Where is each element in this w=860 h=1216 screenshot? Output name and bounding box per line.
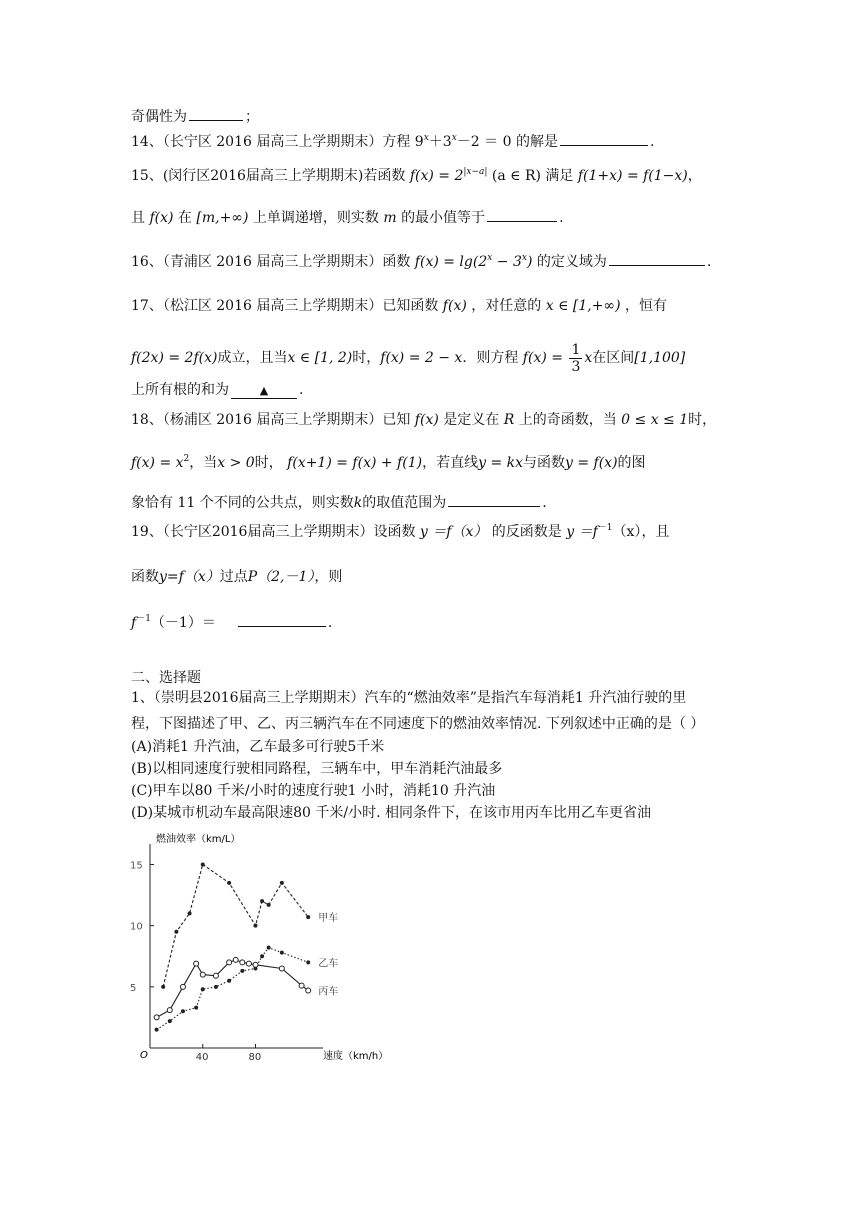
data-point (240, 969, 244, 973)
data-point (306, 915, 310, 919)
data-point (233, 957, 238, 962)
data-point (161, 985, 165, 989)
question-14: 14、（长宁区 2016 届高三上学期期末）方程 $9^x+3^x-2 = 0$ 的解是 . (131, 133, 655, 150)
data-point (167, 1008, 172, 1013)
question-18: 18、（杨浦区 2016 届高三上学期期末）已知 f(x) 是定义在 R 上的奇函数，当 0 ≤ x ≤ 1时， (131, 412, 717, 428)
data-point (213, 973, 218, 978)
data-point (194, 961, 199, 966)
data-point (267, 903, 271, 907)
series-label: 丙车 (318, 986, 339, 998)
data-point (306, 988, 311, 993)
question-19-cont: 函数y=f（x）过点P（2,－1），则 (131, 569, 343, 585)
data-point (227, 960, 232, 965)
x-axis-label: 速度（km/h） (323, 1051, 389, 1062)
question-19: 19、（长宁区2016届高三上学期期末）设函数 y ＝f（x） 的反函数是 $y =f^{-1}(x)$，且 (131, 523, 670, 540)
x-tick-label: 80 (248, 1052, 262, 1063)
data-point (267, 946, 271, 950)
data-point (181, 1009, 185, 1013)
answer-blank (487, 207, 557, 222)
question-17: 17、（松江区 2016 届高三上学期期末）已知函数 f(x) ，对任意的 x ∈ [1,+∞) ，恒有 (131, 298, 668, 314)
data-point (306, 960, 310, 964)
data-point (174, 930, 178, 934)
data-point (227, 979, 231, 983)
origin-label: O (140, 1050, 148, 1061)
x-tick-label: 40 (195, 1052, 209, 1063)
data-point (253, 962, 258, 967)
y-tick-label: 5 (130, 982, 137, 994)
option-c: (C)甲车以80 千米/小时的速度行驶1 小时，消耗10 升汽油 (131, 783, 496, 799)
data-point (280, 881, 284, 885)
data-point (188, 911, 192, 915)
question-17-cont2: 上所有根的和为 ▲ . (131, 382, 304, 398)
triangle-icon: ▲ (259, 384, 269, 397)
fuel-efficiency-chart (128, 826, 418, 1066)
question-19-cont2: $f^{-1}(-1)=$ . (131, 614, 333, 631)
section-title: 二、选择题 (131, 670, 201, 686)
question-18-cont2: 象恰有 11 个不同的公共点，则实数k的取值范围为 . (131, 492, 547, 513)
answer-blank (560, 131, 648, 146)
data-point (201, 987, 205, 991)
data-point (201, 862, 205, 866)
question-15-cont: 且 f(x) 在 [m,+∞) 上单调递增，则实数 m 的最小值等于 . (131, 207, 564, 228)
question-15: 15、(闵行区2016届高三上学期期末)若函数 $f(x) = 2^{|x-a|}$ (a ∈ R) 满足 f(1+x) = f(1−x)， (131, 167, 702, 184)
series-line (163, 864, 308, 986)
data-point (260, 954, 264, 958)
data-point (299, 983, 304, 988)
option-d: (D)某城市机动车最高限速80 千米/小时. 相同条件下，在该市用丙车比用乙车更省油 (131, 805, 652, 821)
data-point (200, 972, 205, 977)
data-point (280, 951, 284, 955)
question-17-cont: f(2x) = 2f(x)成立，且当x ∈ [1, 2)时，f(x) = 2 − x．则方程 f(x) = $\frac{1}{3}$ x在区间[1,100] (131, 341, 686, 375)
series-label: 乙车 (318, 958, 339, 970)
option-b: (B)以相同速度行驶相同路程，三辆车中，甲车消耗汽油最多 (131, 761, 503, 777)
series-line (157, 948, 309, 1030)
answer-blank (238, 612, 326, 627)
option-a: (A)消耗1 升汽油，乙车最多可行驶5千米 (131, 739, 385, 755)
data-point (240, 960, 245, 965)
question-18-cont: $f(x) = x^2$，当x > 0时， f(x+1) = f(x) + f(1)，若直线y = kx与函数y = f(x)的图 (131, 454, 646, 471)
answer-blank (609, 251, 705, 266)
y-tick-label: 15 (130, 860, 143, 872)
question-16: 16、（青浦区 2016 届高三上学期期末）函数 $f(x) = \lg(2^x - 3^x)$ 的定义域为 . (131, 253, 712, 270)
data-point (155, 1028, 159, 1032)
series-line (157, 960, 309, 1018)
data-point (260, 899, 264, 903)
choice-question-1: 1、（崇明县2016届高三上学期期末）汽车的“燃油效率”是指汽车每消耗1 升汽油行驶的里 (131, 690, 687, 706)
data-point (180, 984, 185, 989)
data-point (227, 881, 231, 885)
text-line-1: 奇偶性为 ； (131, 106, 259, 127)
data-point (168, 1019, 172, 1023)
data-point (194, 1006, 198, 1010)
answer-blank (231, 384, 297, 399)
choice-question-1-cont: 程，下图描述了甲、乙、丙三辆汽车在不同速度下的燃油效率情况. 下列叙述中正确的是（ ） (131, 716, 705, 732)
fraction-one-third: $\frac{1}{3}$ (571, 341, 581, 375)
y-tick-label: 10 (130, 921, 143, 933)
series-label: 甲车 (318, 913, 339, 925)
data-point (253, 924, 257, 928)
answer-blank (189, 106, 243, 121)
answer-blank (448, 492, 540, 507)
data-point (214, 985, 218, 989)
data-point (279, 966, 284, 971)
data-point (246, 961, 251, 966)
data-point (154, 1015, 159, 1020)
y-axis-label: 燃油效率（km/L） (156, 834, 241, 845)
